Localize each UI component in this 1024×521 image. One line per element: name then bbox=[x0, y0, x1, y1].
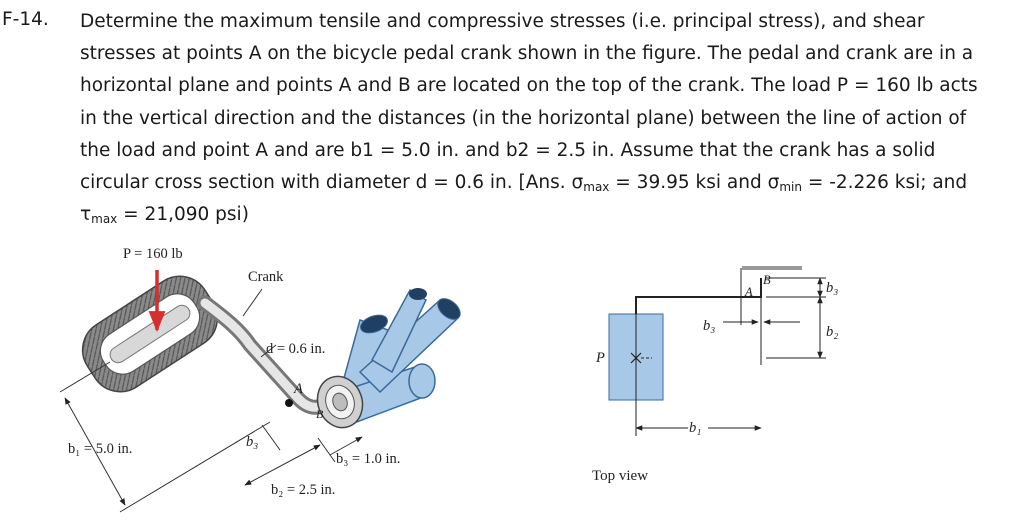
answer-prefix: circular cross section with diameter d = 0.6 in. [Ans. σ bbox=[80, 172, 584, 194]
crank-label: Crank bbox=[248, 269, 284, 285]
statement-line-4: in the vertical direction and the distances (in the horizontal plane) between the line of action of bbox=[80, 107, 967, 129]
sigma-max-subscript: max bbox=[583, 180, 610, 195]
pedal-body bbox=[71, 265, 229, 403]
statement-line-3: horizontal plane and points A and B are located on the top of the crank. The load P = 160 lb acts bbox=[80, 75, 978, 97]
pedal-illustration bbox=[60, 265, 464, 512]
sigma-min-subscript: min bbox=[779, 180, 802, 195]
top-view-caption: Top view bbox=[592, 468, 649, 484]
problem-number: F-14. bbox=[2, 9, 49, 30]
statement-line-1: Determine the maximum tensile and compressive stresses (i.e. principal stress), and shear bbox=[80, 11, 925, 32]
answer-sigma-min: = -2.226 ksi; and bbox=[801, 172, 968, 194]
top-view-b1: b₁ bbox=[689, 420, 702, 436]
point-a-label: A bbox=[294, 381, 303, 397]
tau-symbol: τ bbox=[80, 204, 92, 226]
top-view-diagram bbox=[609, 268, 826, 436]
top-view-point-a: A bbox=[745, 285, 753, 299]
top-view-b2: b₂ bbox=[826, 324, 839, 340]
b3-small-label: b₃ bbox=[246, 434, 259, 450]
statement-line-5: the load and point A and are b1 = 5.0 in. and b2 = 2.5 in. Assume that the crank has a solid bbox=[80, 139, 936, 161]
top-view-point-b: B bbox=[763, 273, 771, 287]
frame-hub bbox=[310, 288, 464, 434]
b1-dimension-label: b₁ = 5.0 in. bbox=[68, 441, 133, 457]
answer-tau-max: = 21,090 psi) bbox=[117, 204, 249, 226]
statement-line-2: stresses at points A on the bicycle pedal crank shown in the figure. The pedal and crank are in a bbox=[80, 43, 974, 65]
tau-max-subscript: max bbox=[91, 212, 118, 227]
point-a-marker bbox=[285, 399, 293, 407]
point-b-label: B bbox=[316, 407, 324, 421]
diameter-label: d = 0.6 in. bbox=[266, 341, 326, 357]
top-view-p-label: P bbox=[596, 350, 605, 366]
load-label: P = 160 lb bbox=[123, 246, 183, 262]
top-view-b3-side: b₃ bbox=[826, 280, 839, 296]
answer-sigma-max: = 39.95 ksi and σ bbox=[609, 172, 780, 194]
crank-top-view bbox=[636, 278, 761, 314]
b2-dimension-label: b₂ = 2.5 in. bbox=[271, 482, 336, 498]
top-view-b3: b₃ bbox=[703, 318, 716, 334]
b3-dimension-label: b₃ = 1.0 in. bbox=[336, 451, 401, 467]
